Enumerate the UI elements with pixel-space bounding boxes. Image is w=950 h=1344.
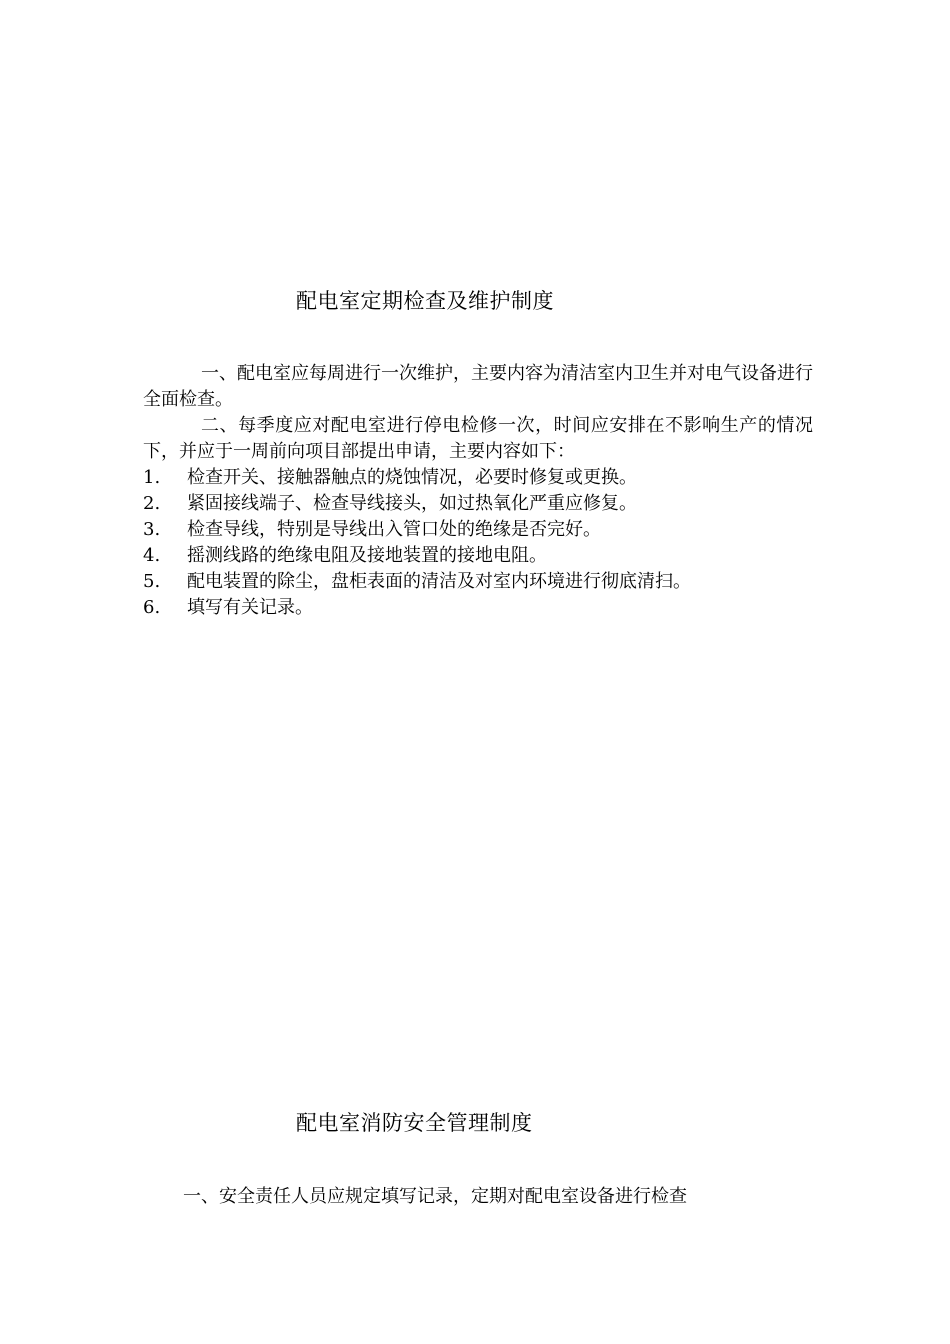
section-title: 配电室定期检查及维护制度 bbox=[296, 289, 554, 313]
list-item bbox=[143, 465, 813, 491]
paragraph: 一、配电室应每周进行一次维护，主要内容为清洁室内卫生并对电气设备进行全面检查。 bbox=[143, 363, 813, 410]
list-item-number: 6. bbox=[143, 597, 161, 618]
paragraph: 二、每季度应对配电室进行停电检修一次，时间应安排在不影响生产的情况下，并应于一周前向项目部提出申请，主要内容如下： bbox=[143, 415, 813, 462]
list-item bbox=[143, 491, 813, 517]
list-item-text: 摇测线路的绝缘电阻及接地装置的接地电阻。 bbox=[187, 545, 547, 566]
section-body bbox=[143, 361, 813, 621]
list-item-text: 填写有关记录。 bbox=[187, 597, 313, 618]
list-item-text: 紧固接线端子、检查导线接头，如过热氧化严重应修复。 bbox=[187, 493, 637, 514]
paragraph: 一、安全责任人员应规定填写记录，定期对配电室设备进行检查 bbox=[183, 1186, 687, 1207]
list-item-number: 3. bbox=[143, 519, 161, 540]
list-item-number: 5. bbox=[143, 571, 161, 592]
list-item-number: 2. bbox=[143, 493, 161, 514]
list-item bbox=[143, 517, 813, 543]
list-item-number: 1. bbox=[143, 467, 161, 488]
list-item-text: 检查开关、接触器触点的烧蚀情况，必要时修复或更换。 bbox=[187, 467, 637, 488]
list-item bbox=[143, 595, 813, 621]
list-item-text: 配电装置的除尘，盘柜表面的清洁及对室内环境进行彻底清扫。 bbox=[187, 571, 691, 592]
list-item bbox=[143, 543, 813, 569]
list-item bbox=[143, 569, 813, 595]
list-item-number: 4. bbox=[143, 545, 161, 566]
numbered-list bbox=[143, 465, 813, 621]
section-title: 配电室消防安全管理制度 bbox=[296, 1111, 533, 1135]
list-item-text: 检查导线，特别是导线出入管口处的绝缘是否完好。 bbox=[187, 519, 601, 540]
